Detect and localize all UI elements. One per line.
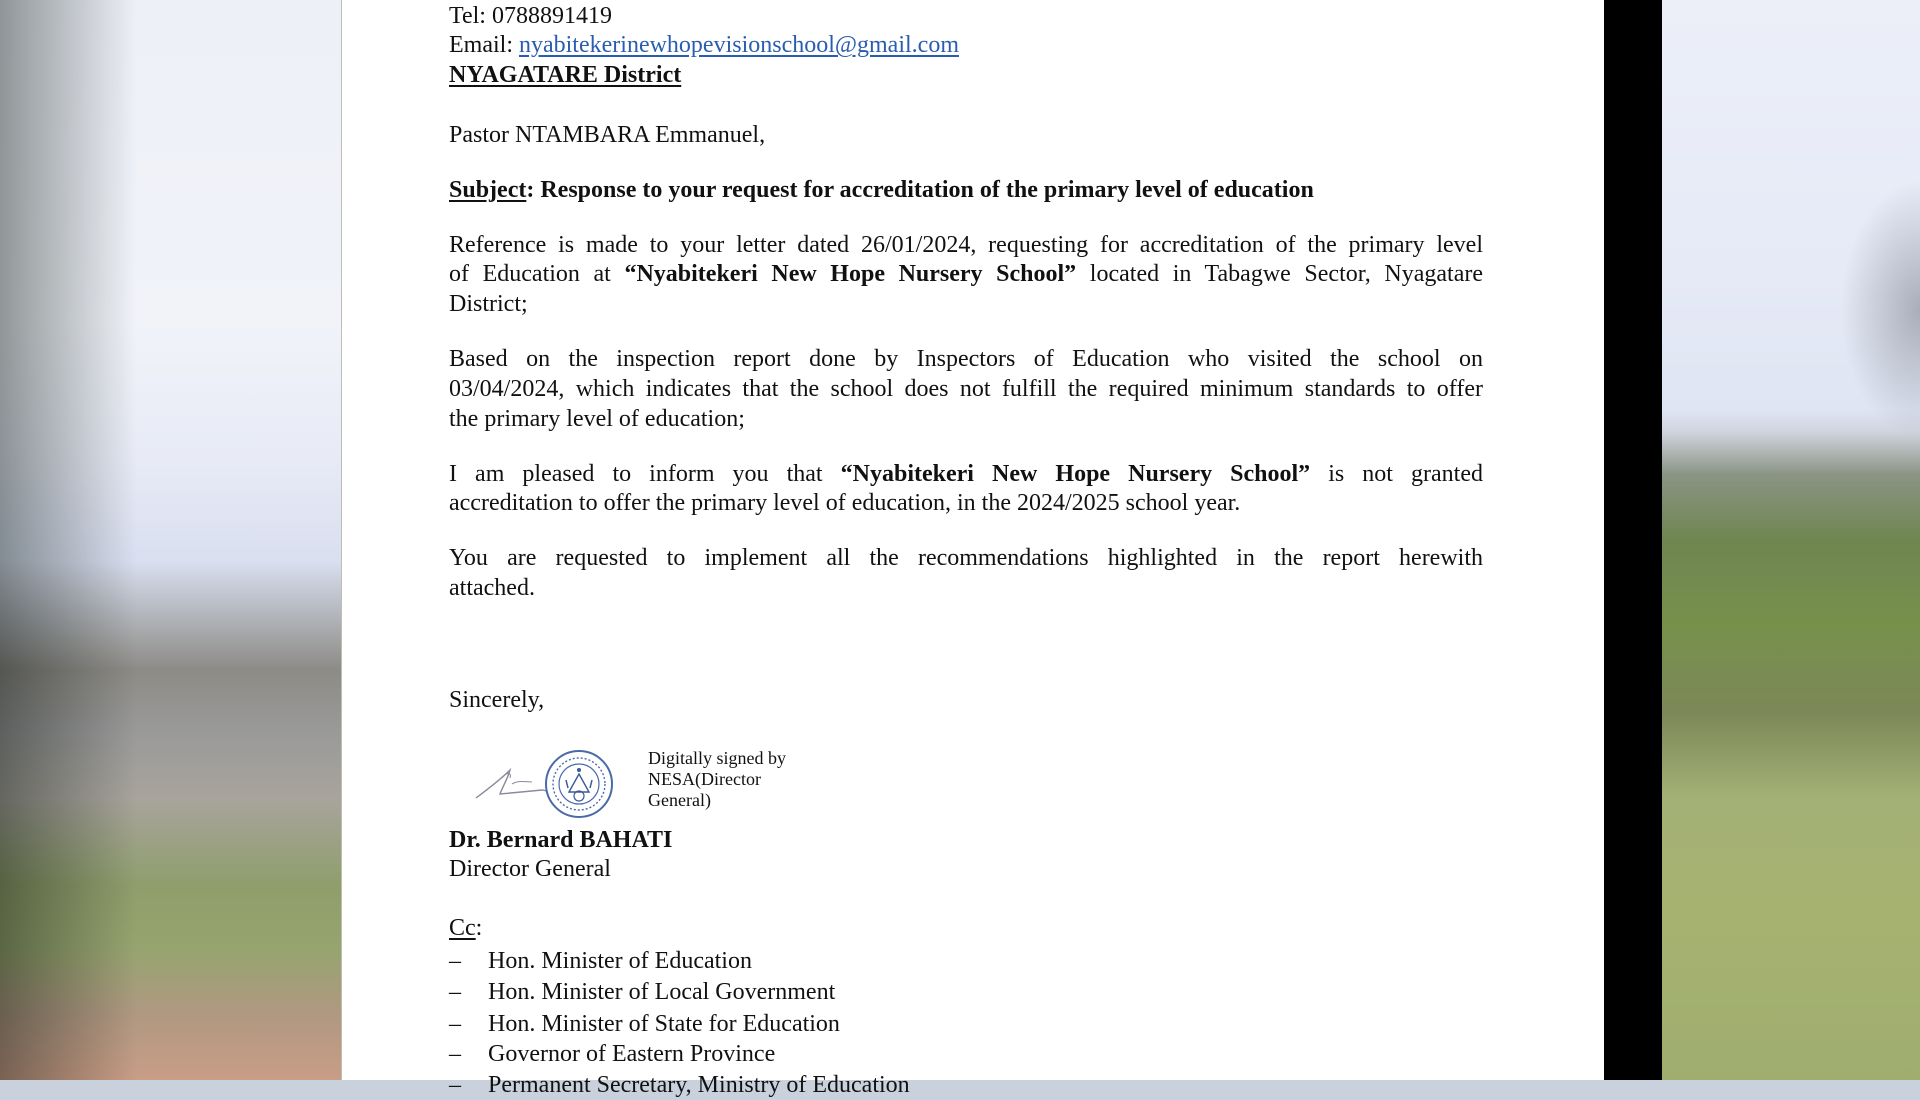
cc-colon: : (475, 915, 483, 941)
dash-bullet: – (449, 1041, 461, 1067)
paragraph-1-line-1: Reference is made to your letter dated 26/01/2024, requesting for accreditation of the primary level (449, 232, 1483, 258)
p3-text-c: is not granted (1310, 461, 1483, 487)
signatory-name: Dr. Bernard BAHATI (449, 827, 673, 853)
signature-seal-icon (472, 748, 642, 820)
paragraph-4-line-2: attached. (449, 575, 535, 601)
digital-signature-text (648, 748, 786, 811)
salutation: Pastor NTAMBARA Emmanuel, (449, 122, 766, 148)
email-link[interactable]: nyabitekerinewhopevisionschool@gmail.com (518, 32, 959, 58)
cc-list-item (449, 1009, 840, 1039)
letter-page (341, 0, 1604, 1098)
paragraph-1-line-2 (449, 259, 1483, 289)
email-label: Email: (449, 32, 519, 58)
black-border-strip (1603, 0, 1662, 1080)
cc-item-text: Hon. Minister of Education (488, 948, 752, 974)
cc-list-item (449, 977, 835, 1007)
signature-line-1: Digitally signed by (648, 748, 786, 768)
dash-bullet: – (449, 1011, 461, 1037)
cc-list-item (449, 946, 752, 976)
school-name: “Nyabitekeri New Hope Nursery School” (840, 461, 1311, 487)
header-email (449, 30, 1483, 60)
p1-text-c: located in Tabagwe Sector, Nyagatare (1076, 261, 1483, 287)
signatory-title: Director General (449, 856, 611, 882)
p1-text-a: of Education at (449, 261, 625, 287)
signature-line-3: General) (648, 790, 711, 810)
district-name: NYAGATARE District (449, 62, 682, 88)
cc-list-item (449, 1070, 910, 1100)
header-tel: Tel: 0788891419 (449, 3, 612, 29)
paragraph-3-line-1 (449, 459, 1483, 489)
blurred-background-left (0, 0, 341, 1080)
blurred-background-right (1662, 0, 1920, 1080)
cc-label: Cc (449, 915, 476, 941)
subject-label: Subject (449, 177, 527, 203)
dash-bullet: – (449, 979, 461, 1005)
subject-text: : Response to your request for accreditation of the primary level of education (526, 177, 1314, 203)
cc-item-text: Hon. Minister of State for Education (488, 1011, 840, 1037)
dash-bullet: – (449, 1072, 461, 1098)
header-district (449, 60, 1483, 90)
p3-text-a: I am pleased to inform you that (449, 461, 841, 487)
paragraph-3-line-2: accreditation to offer the primary level of education, in the 2024/2025 school year. (449, 490, 1241, 516)
dash-bullet: – (449, 948, 461, 974)
paragraph-4-line-1: You are requested to implement all the recommendations highlighted in the report herewith (449, 545, 1483, 571)
subject-line (449, 175, 1483, 205)
cc-item-text: Governor of Eastern Province (488, 1041, 776, 1067)
paragraph-2-line-3: the primary level of education; (449, 406, 745, 432)
cc-heading (449, 913, 1483, 943)
closing: Sincerely, (449, 687, 545, 713)
paragraph-2-line-2: 03/04/2024, which indicates that the school does not fulfill the required minimum standards to offer (449, 376, 1483, 402)
signature-line-2: NESA(Director (648, 769, 761, 789)
paragraph-1-line-3: District; (449, 291, 528, 317)
cc-list-item (449, 1039, 775, 1069)
cc-item-text: Hon. Minister of Local Government (488, 979, 836, 1005)
digital-signature (472, 748, 832, 820)
paragraph-2-line-1: Based on the inspection report done by Inspectors of Education who visited the school on (449, 346, 1483, 372)
cc-item-text: Permanent Secretary, Ministry of Education (488, 1072, 910, 1098)
school-name: “Nyabitekeri New Hope Nursery School” (624, 261, 1077, 287)
